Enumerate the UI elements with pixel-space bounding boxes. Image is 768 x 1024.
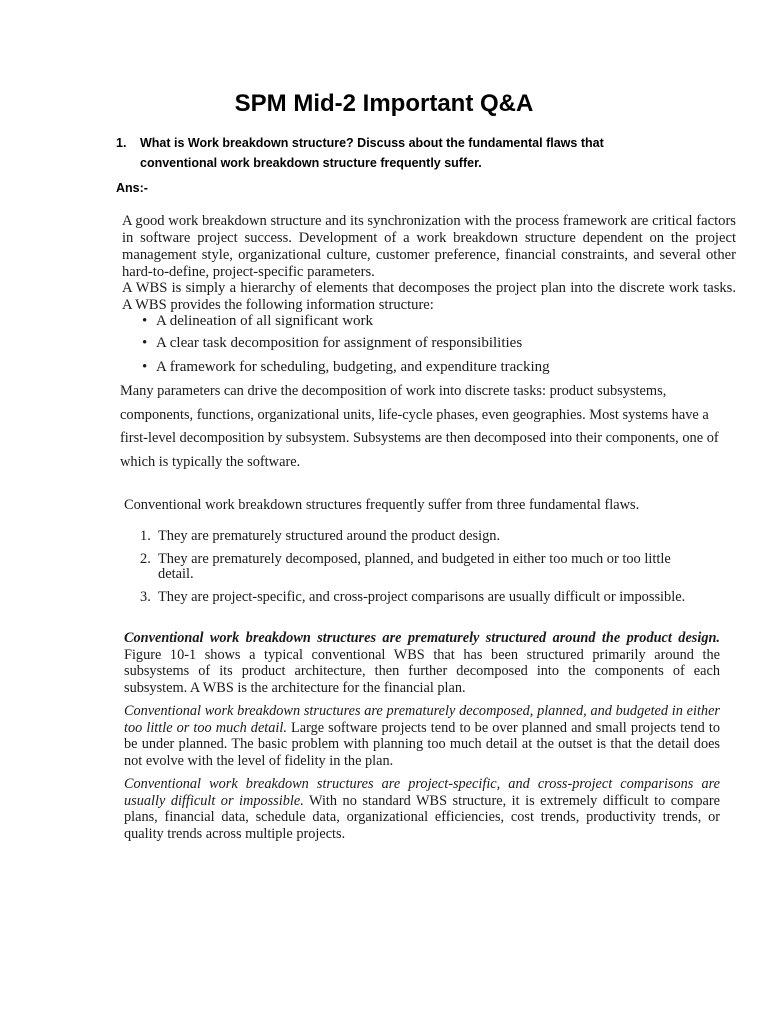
paragraph-wbs-definition: A WBS is simply a hierarchy of elements that decomposes the project plan into the discrete work tasks. A WBS provides the following information structure:: [122, 280, 736, 313]
flaw-2-body: Large software projects tend to be over planned and small projects tend to be under planned. The basic problem with planning too much detail at the outset is that the detail does not evolve with the level of fidelity in the plan.: [124, 719, 720, 769]
list-item: • A delineation of all significant work: [122, 313, 550, 333]
list-item: [140, 529, 700, 545]
paragraph-flaw-3-detail: [124, 776, 720, 842]
flaw-3-lead: Conventional work breakdown structures are project-specific, and cross-project comparisons are usually difficult or impossible.: [124, 776, 720, 809]
list-item: • A framework for scheduling, budgeting, and expenditure tracking: [122, 359, 550, 381]
paragraph-wbs-intro: A good work breakdown structure and its synchronization with the process framework are critical factors in software project success. Development of a work breakdown structure dependent on the project management style, organizational culture, customer preference, financial constraints, and several other hard-to-define, project-specific parameters.: [122, 213, 736, 280]
paragraph-flaw-2-detail: [124, 703, 720, 769]
flaw-number: 3.: [140, 588, 151, 605]
flaw-number: 2.: [140, 550, 151, 567]
flaw-1-lead: Conventional work breakdown structures are prematurely structured around the product design.: [124, 630, 720, 646]
paragraph-flaw-1-detail: [124, 630, 720, 696]
flaw-2-lead: Conventional work breakdown structures are prematurely decomposed, planned, and budgeted in either too little or too much detail.: [124, 703, 720, 736]
page-title: SPM Mid-2 Important Q&A: [234, 90, 534, 117]
question-text: What is Work breakdown structure? Discuss about the fundamental flaws that conventional work breakdown structure frequently suffer.: [140, 136, 604, 170]
flaw-text: They are project-specific, and cross-project comparisons are usually difficult or impossible.: [158, 588, 686, 605]
question-1: [116, 133, 676, 173]
list-item: [140, 552, 700, 583]
question-number: 1.: [116, 136, 127, 150]
flaw-number: 1.: [140, 528, 151, 544]
information-structure-list: [122, 313, 550, 381]
list-item: [140, 590, 700, 606]
flaw-3-body: With no standard WBS structure, it is extremely difficult to compare plans, financial data, schedule data, organizational efficiencies, cost trends, productivity trends, or quality trends across multiple projects.: [124, 792, 720, 842]
flaws-list: [140, 529, 700, 612]
flaw-text: They are prematurely decomposed, planned, and budgeted in either too much or too little detail.: [158, 550, 671, 582]
answer-label: Ans:-: [116, 181, 148, 195]
flaw-text: They are prematurely structured around the product design.: [158, 528, 501, 544]
paragraph-decomposition: Many parameters can drive the decomposition of work into discrete tasks: product subsystems, components, functions, organizational units, life-cycle phases, even geographies. Most systems have a first-level decomposition by subsystem. Subsystems are then decomposed into their components, one of which is typically the software.: [120, 383, 719, 470]
flaw-1-body: Figure 10-1 shows a typical conventional WBS that has been structured primarily around the subsystems of its product architecture, then further decomposed into the components of each subsystem. A WBS is the architecture for the financial plan.: [124, 646, 720, 696]
paragraph-flaws-intro: Conventional work breakdown structures frequently suffer from three fundamental flaws.: [124, 497, 640, 513]
list-item: • A clear task decomposition for assignment of responsibilities: [122, 335, 550, 357]
